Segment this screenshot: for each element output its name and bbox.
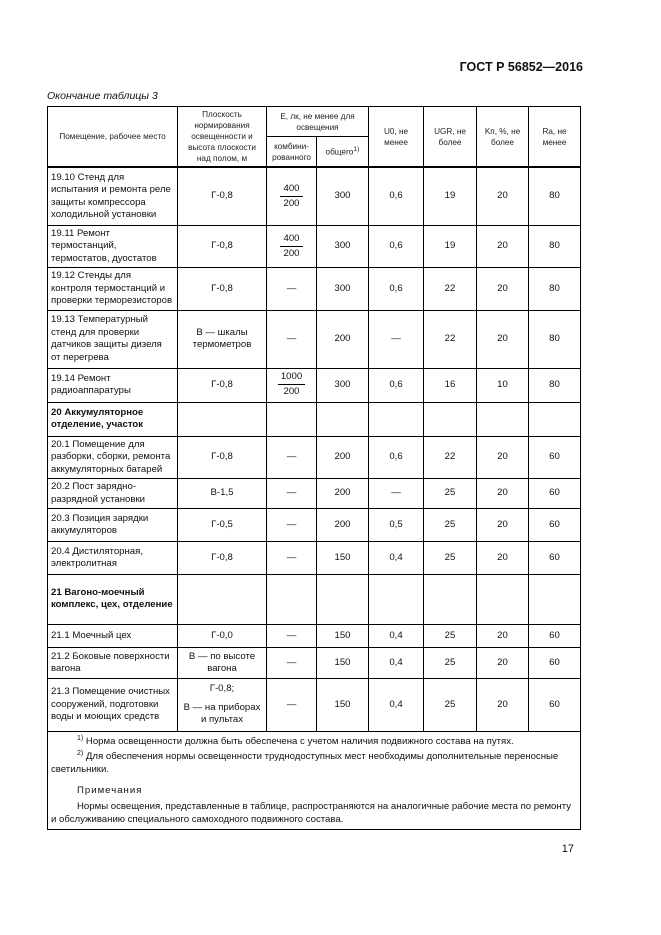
general-cell: 300 xyxy=(317,368,369,402)
kp-cell: 20 xyxy=(477,508,529,541)
plane-value: Г-0,8 xyxy=(211,551,233,563)
plane-value-2: В — на приборах и пультах xyxy=(183,701,261,726)
room-name: 21.3 Помещение очистных сооружений, подготовки воды и моющих средств xyxy=(48,678,178,731)
u0-cell: 0,6 xyxy=(369,225,424,267)
ugr-cell: 25 xyxy=(424,647,477,678)
table-row xyxy=(48,310,581,368)
room-name: 21.1 Моечный цех xyxy=(48,624,178,647)
combined-denominator: 200 xyxy=(283,197,300,209)
combined-cell: — xyxy=(267,268,317,310)
empty-cell xyxy=(529,574,581,624)
u0-cell: 0,4 xyxy=(369,624,424,647)
plane-cell xyxy=(178,225,267,267)
col-plane-header: Плоскость нормирования освещенности и высота плоскости над полом, м xyxy=(178,107,267,168)
col-ugr-header: UGR, не более xyxy=(424,107,477,168)
u0-cell: 0,6 xyxy=(369,167,424,225)
empty-cell xyxy=(477,402,529,436)
plane-value: Г-0,8 xyxy=(211,240,233,252)
plane-cell xyxy=(178,167,267,225)
footnote-2-text: Для обеспечения нормы освещенности труднодоступных мест необходимы дополнительные переносные светильники. xyxy=(51,751,559,776)
plane-cell xyxy=(178,436,267,478)
table-row xyxy=(48,268,581,310)
u0-cell: 0,6 xyxy=(369,368,424,402)
ra-cell: 80 xyxy=(529,268,581,310)
empty-cell xyxy=(317,574,369,624)
kp-cell: 20 xyxy=(477,436,529,478)
combined-denominator: 200 xyxy=(283,386,300,398)
col-illuminance-group-header: E, лк, не менее для освещения xyxy=(267,107,369,137)
ugr-cell: 25 xyxy=(424,624,477,647)
room-name: 19.10 Стенд для испытания и ремонта реле защиты компрессора холодильной установки xyxy=(48,167,178,225)
kp-cell: 20 xyxy=(477,678,529,731)
general-cell: 200 xyxy=(317,508,369,541)
u0-cell: 0,5 xyxy=(369,508,424,541)
u0-cell: 0,4 xyxy=(369,678,424,731)
col-ra-header: Ra, не менее xyxy=(529,107,581,168)
room-name: 19.11 Ремонт термостанций, термостатов, дуостатов xyxy=(48,225,178,267)
footnote-1-text: Норма освещенности должна быть обеспечена с учетом наличия подвижного состава на путях. xyxy=(85,736,514,748)
ra-cell: 80 xyxy=(529,368,581,402)
empty-cell xyxy=(317,402,369,436)
plane-value: В-1,5 xyxy=(210,487,234,499)
empty-cell xyxy=(477,574,529,624)
ugr-cell: 25 xyxy=(424,508,477,541)
header-row-1 xyxy=(48,107,581,137)
combined-cell xyxy=(267,167,317,225)
combined-numerator: 400 xyxy=(280,233,302,247)
col-kp-header: Kп, %, не более xyxy=(477,107,529,168)
plane-value: Г-0,8 xyxy=(211,282,233,294)
plane-cell xyxy=(178,678,267,731)
combined-cell xyxy=(267,225,317,267)
combined-numerator: 1000 xyxy=(278,371,305,385)
ra-cell: 80 xyxy=(529,225,581,267)
combined-fraction xyxy=(280,233,302,260)
combined-cell: — xyxy=(267,624,317,647)
room-name: 19.12 Стенды для контроля термостанций и проверки терморезисторов xyxy=(48,268,178,310)
ra-cell: 80 xyxy=(529,310,581,368)
empty-cell xyxy=(369,574,424,624)
room-name: 19.13 Температурный стенд для проверки датчиков защиты дизеля от перегрева xyxy=(48,310,178,368)
col-u0-header: U0, не менее xyxy=(369,107,424,168)
combined-cell: — xyxy=(267,678,317,731)
plane-value: Г-0,8 xyxy=(211,451,233,463)
general-cell: 300 xyxy=(317,268,369,310)
empty-cell xyxy=(424,574,477,624)
ra-cell: 60 xyxy=(529,647,581,678)
ugr-cell: 22 xyxy=(424,310,477,368)
plane-cell xyxy=(178,368,267,402)
combined-cell: — xyxy=(267,310,317,368)
plane-cell xyxy=(178,310,267,368)
u0-cell: 0,4 xyxy=(369,647,424,678)
plane-value: В — по высоте вагона xyxy=(188,650,256,674)
notes-cell xyxy=(48,731,581,829)
combined-fraction xyxy=(278,371,305,398)
kp-cell: 20 xyxy=(477,167,529,225)
ugr-cell: 22 xyxy=(424,268,477,310)
table-row xyxy=(48,541,581,574)
table-row xyxy=(48,225,581,267)
plane-value: В — шкалы термометров xyxy=(192,326,252,351)
table-row xyxy=(48,479,581,509)
empty-cell xyxy=(529,402,581,436)
col-combined-header: комбини-рованного xyxy=(267,137,317,168)
kp-cell: 20 xyxy=(477,310,529,368)
combined-cell: — xyxy=(267,479,317,509)
empty-cell xyxy=(267,574,317,624)
col-general-header xyxy=(317,137,369,168)
empty-cell xyxy=(178,402,267,436)
notes-row xyxy=(48,731,581,829)
room-name: 20.1 Помещение для разборки, сборки, ремонта аккумуляторных батарей xyxy=(48,436,178,478)
combined-fraction xyxy=(280,183,302,210)
plane-value: Г-0,5 xyxy=(211,518,233,530)
kp-cell: 20 xyxy=(477,647,529,678)
section-row xyxy=(48,574,581,624)
table-row xyxy=(48,436,581,478)
footnote-1-mark: 1) xyxy=(77,734,84,742)
ugr-cell: 22 xyxy=(424,436,477,478)
ra-cell: 60 xyxy=(529,678,581,731)
notes-text: Нормы освещения, представленные в таблице, распространяются на аналогичные рабочие места по ремонту и обслуживанию специального самоходного подвижного состава. xyxy=(51,801,571,826)
table-row xyxy=(48,647,581,678)
col-room-header: Помещение, рабочее место xyxy=(48,107,178,168)
table-row xyxy=(48,624,581,647)
plane-cell xyxy=(178,479,267,509)
plane-cell xyxy=(178,624,267,647)
plane-value: Г-0,8 xyxy=(211,190,233,202)
table-row xyxy=(48,167,581,225)
ra-cell: 60 xyxy=(529,624,581,647)
kp-cell: 10 xyxy=(477,368,529,402)
footnote-2-mark: 2) xyxy=(77,750,84,758)
document-code: ГОСТ Р 56852—2016 xyxy=(459,60,583,74)
footnote-2 xyxy=(51,749,577,777)
general-cell: 200 xyxy=(317,479,369,509)
general-cell: 200 xyxy=(317,436,369,478)
combined-cell: — xyxy=(267,508,317,541)
footnote-1 xyxy=(51,734,577,749)
page-number: 17 xyxy=(561,843,574,855)
notes-title: Примечания xyxy=(77,785,143,797)
u0-cell: — xyxy=(369,479,424,509)
ra-cell: 60 xyxy=(529,479,581,509)
table-row xyxy=(48,508,581,541)
combined-numerator: 400 xyxy=(280,183,302,197)
general-cell: 150 xyxy=(317,678,369,731)
room-name: 20.3 Позиция зарядки аккумуляторов xyxy=(48,508,178,541)
room-name: 20.2 Пост зарядно-разрядной установки xyxy=(48,479,178,509)
general-cell: 200 xyxy=(317,310,369,368)
empty-cell xyxy=(178,574,267,624)
plane-cell xyxy=(178,508,267,541)
ugr-cell: 25 xyxy=(424,541,477,574)
section-title: 21 Вагоно-моечный комплекс, цех, отделение xyxy=(48,574,178,624)
ra-cell: 60 xyxy=(529,541,581,574)
table-caption: Окончание таблицы 3 xyxy=(47,90,158,102)
combined-cell: — xyxy=(267,541,317,574)
table-body xyxy=(48,167,581,731)
combined-denominator: 200 xyxy=(283,247,300,259)
table-row xyxy=(48,368,581,402)
ra-cell: 60 xyxy=(529,508,581,541)
kp-cell: 20 xyxy=(477,541,529,574)
kp-cell: 20 xyxy=(477,225,529,267)
kp-cell: 20 xyxy=(477,479,529,509)
room-name: 21.2 Боковые поверхности вагона xyxy=(48,647,178,678)
empty-cell xyxy=(424,402,477,436)
table-row xyxy=(48,678,581,731)
plane-cell xyxy=(178,268,267,310)
general-label: общего xyxy=(325,148,354,158)
u0-cell: 0,6 xyxy=(369,436,424,478)
u0-cell: — xyxy=(369,310,424,368)
empty-cell xyxy=(369,402,424,436)
general-cell: 150 xyxy=(317,624,369,647)
ugr-cell: 19 xyxy=(424,167,477,225)
section-title: 20 Аккумуляторное отделение, участок xyxy=(48,402,178,436)
plane-value: Г-0,8; xyxy=(209,683,235,695)
lighting-norms-table xyxy=(47,106,581,830)
plane-cell xyxy=(178,541,267,574)
combined-cell: — xyxy=(267,436,317,478)
u0-cell: 0,6 xyxy=(369,268,424,310)
general-cell: 300 xyxy=(317,167,369,225)
room-name: 20.4 Дистиляторная, электролитная xyxy=(48,541,178,574)
combined-cell: — xyxy=(267,647,317,678)
general-cell: 150 xyxy=(317,647,369,678)
room-name: 19.14 Ремонт радиоаппаратуры xyxy=(48,368,178,402)
general-footnote-mark: 1) xyxy=(353,146,360,154)
empty-cell xyxy=(267,402,317,436)
plane-value: Г-0,0 xyxy=(211,629,233,641)
ugr-cell: 25 xyxy=(424,479,477,509)
u0-cell: 0,4 xyxy=(369,541,424,574)
general-cell: 300 xyxy=(317,225,369,267)
section-row xyxy=(48,402,581,436)
ugr-cell: 25 xyxy=(424,678,477,731)
ra-cell: 60 xyxy=(529,436,581,478)
ugr-cell: 16 xyxy=(424,368,477,402)
kp-cell: 20 xyxy=(477,268,529,310)
ugr-cell: 19 xyxy=(424,225,477,267)
kp-cell: 20 xyxy=(477,624,529,647)
plane-cell xyxy=(178,647,267,678)
plane-value: Г-0,8 xyxy=(211,378,233,390)
combined-cell xyxy=(267,368,317,402)
general-cell: 150 xyxy=(317,541,369,574)
ra-cell: 80 xyxy=(529,167,581,225)
